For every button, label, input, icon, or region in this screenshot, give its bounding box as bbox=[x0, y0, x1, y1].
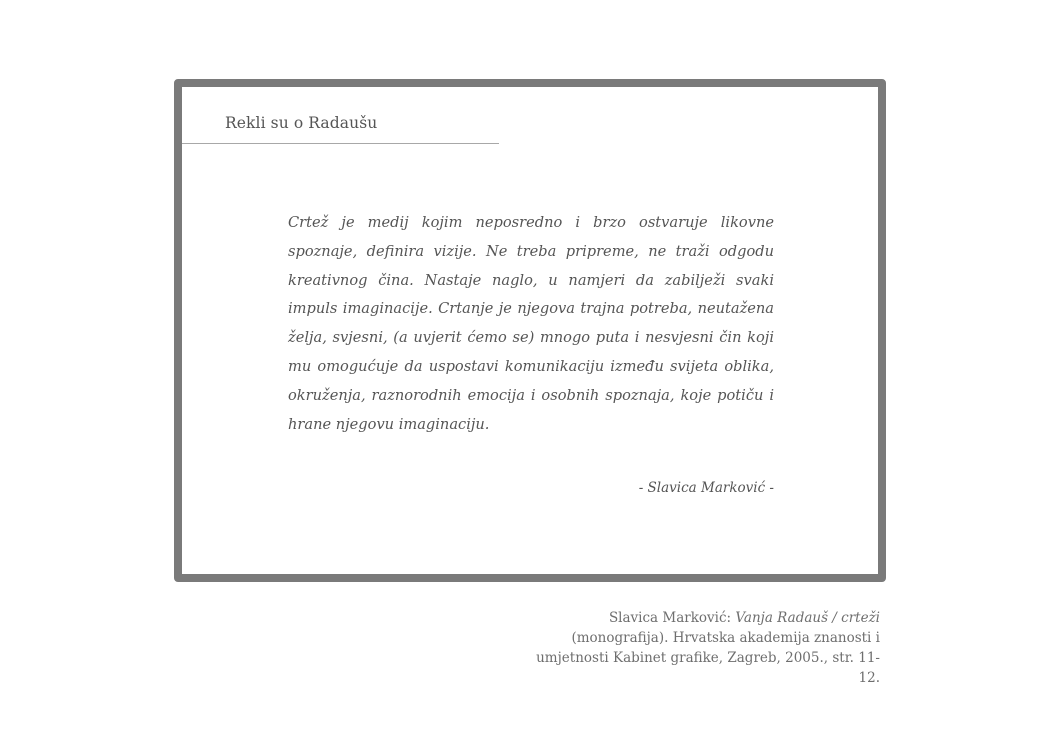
heading-divider bbox=[182, 143, 499, 144]
quote-text: Crtež je medij kojim neposredno i brzo ostvaruje likovne spoznaje, definira vizije. Ne treba pripreme, ne traži odgodu kreativnog čina. Nastaje naglo, u namjeri da zabilježi svaki impuls imaginacije. Crtanje je njegova trajna potreba, neutažena želja, svjesni, (a uvjerit ćemo se) mnogo puta i nesvjesni čin koji mu omogućuje da uspostavi komunikaciju između svijeta oblika, okruženja, raznorodnih emocija i osobnih spoznaja, koje potiču i hrane njegovu imaginaciju. bbox=[288, 214, 774, 433]
citation-author: Slavica Marković: bbox=[608, 610, 732, 626]
quote-frame bbox=[174, 79, 886, 582]
section-heading: Rekli su o Radaušu bbox=[225, 114, 378, 132]
quote-author: - Slavica Marković - bbox=[638, 480, 774, 496]
citation-work-title: Vanja Radauš / crteži bbox=[735, 610, 880, 626]
source-citation bbox=[535, 608, 880, 688]
citation-details: (monografija). Hrvatska akademija znanosti i umjetnosti Kabinet grafike, Zagreb, 2005., str. 11-12. bbox=[536, 630, 880, 686]
